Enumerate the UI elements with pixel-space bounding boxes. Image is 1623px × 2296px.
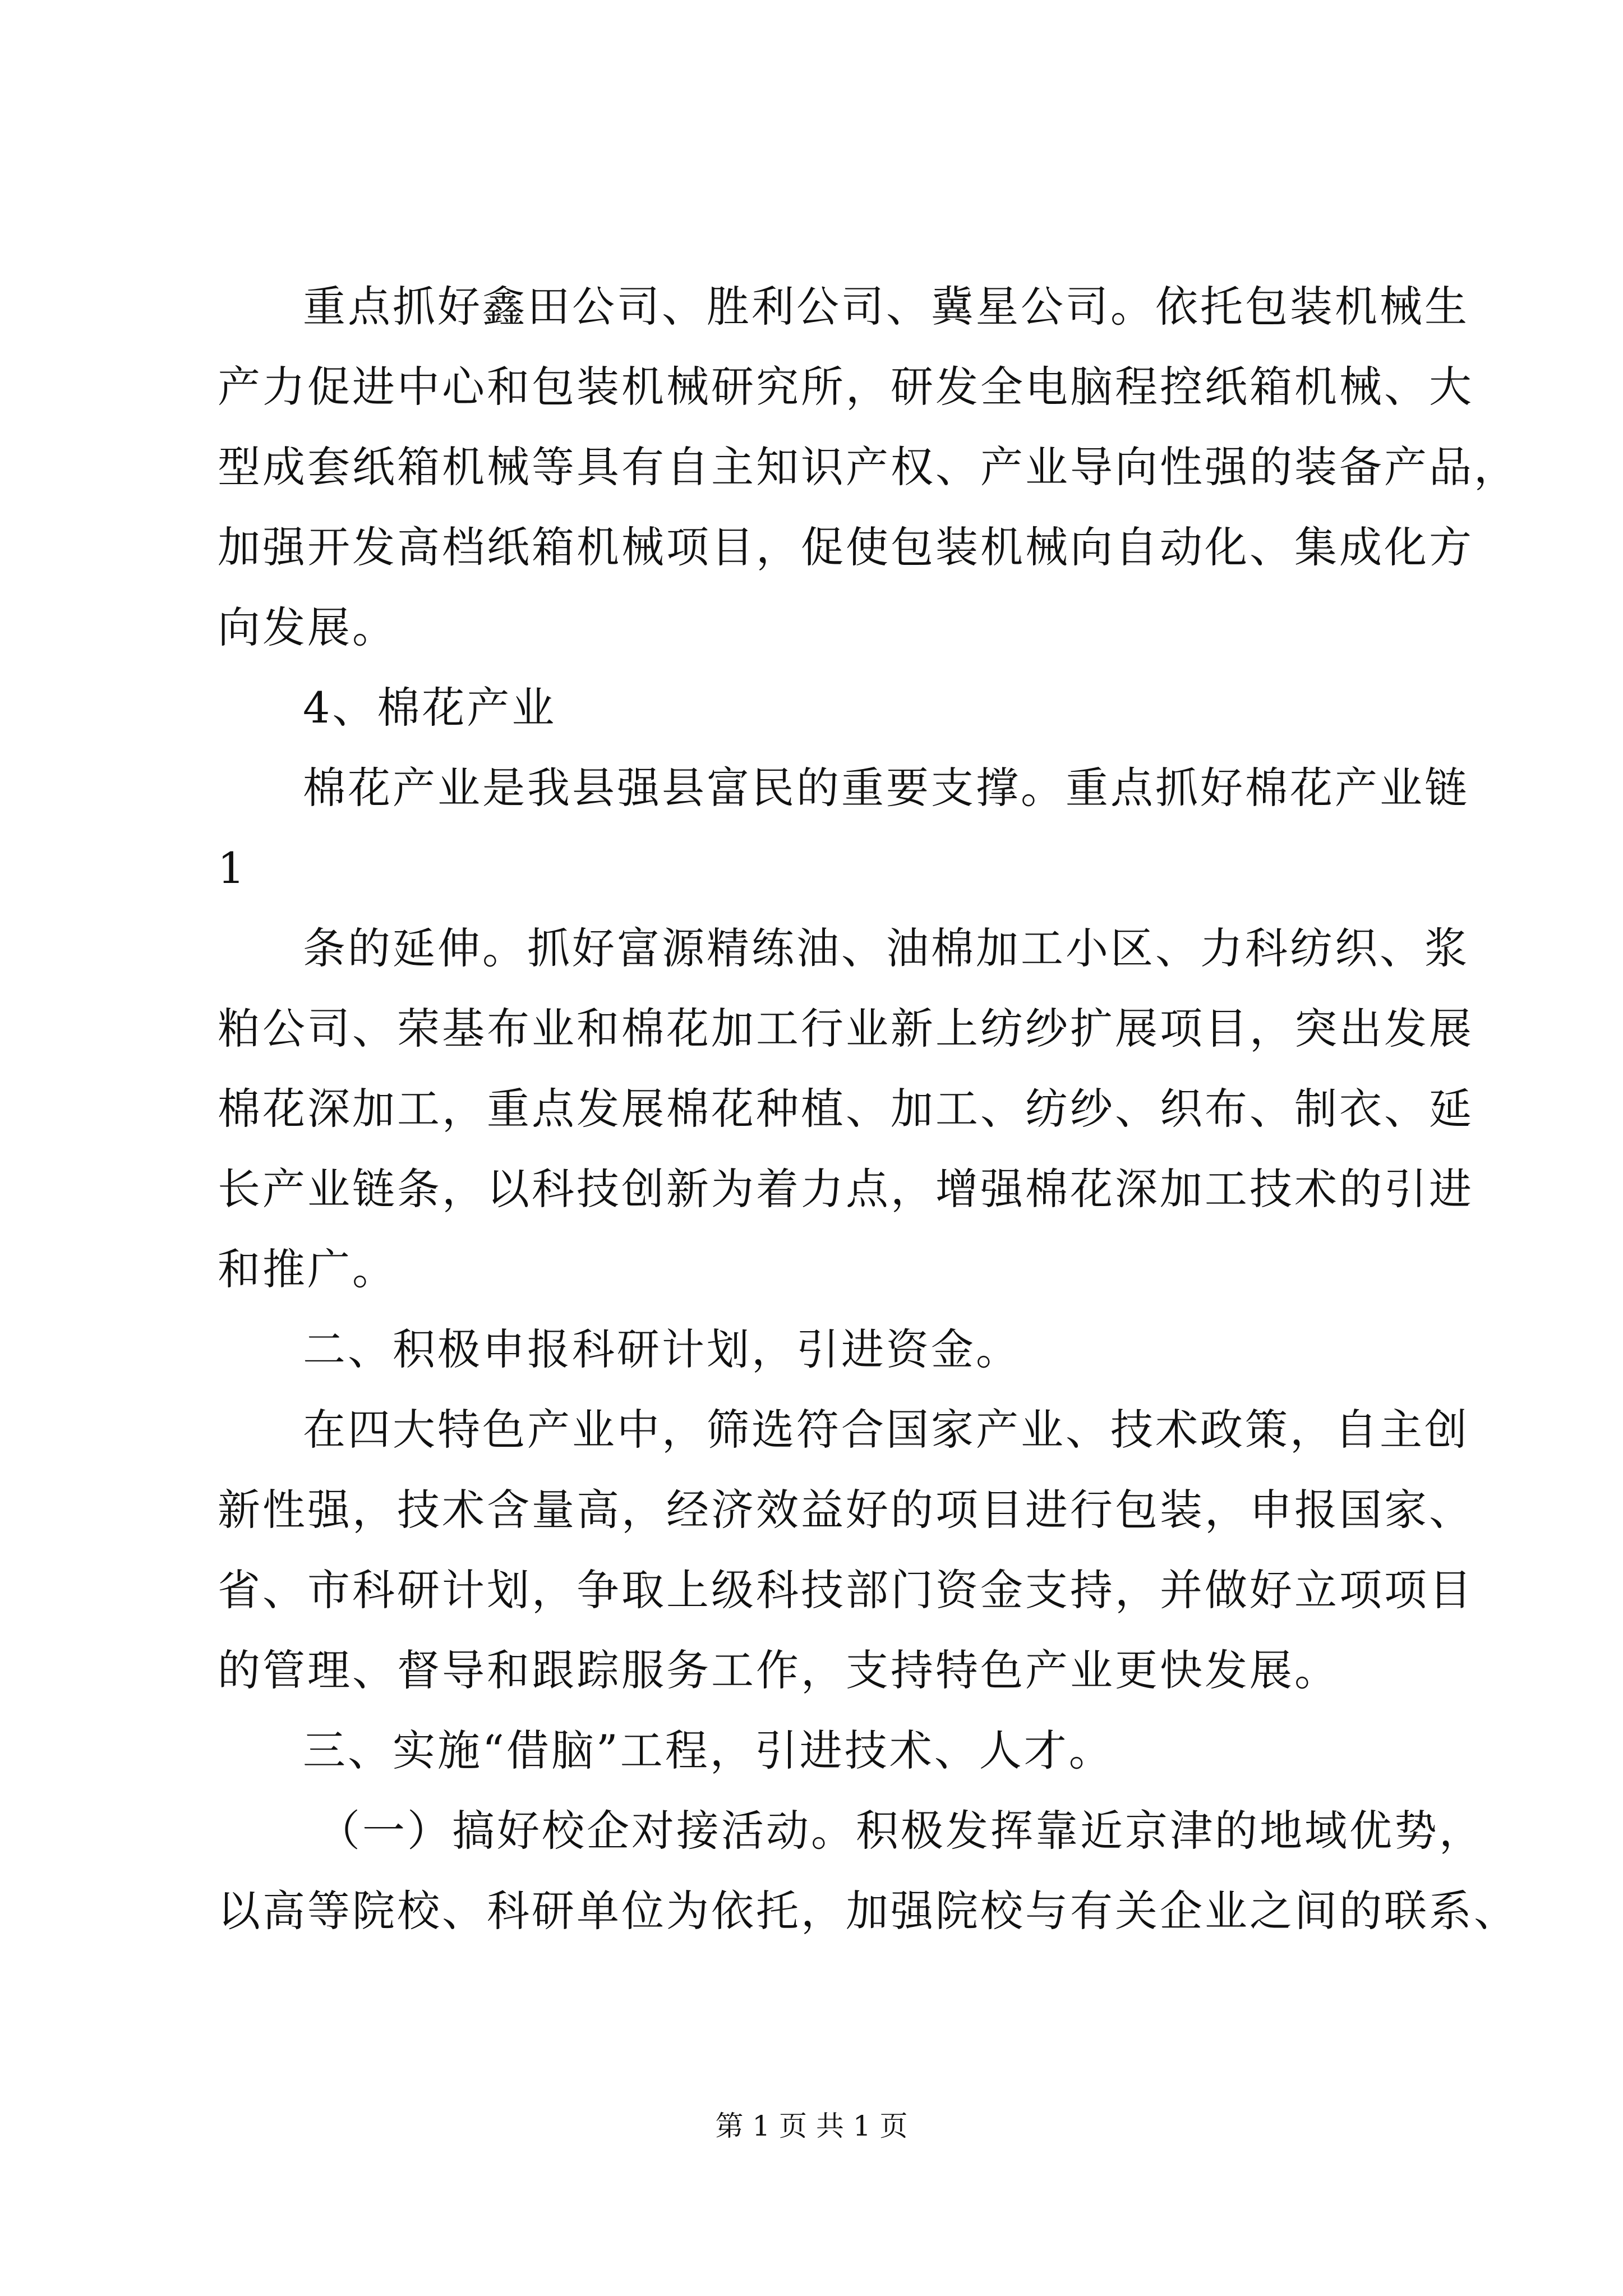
paragraph-line: 粕公司、荣基布业和棉花加工行业新上纺纱扩展项目，突出发展 [218, 1004, 1474, 1053]
paragraph-line: 棉花深加工，重点发展棉花种植、加工、纺纱、织布、制衣、延 [218, 1084, 1474, 1134]
section-heading: 二、积极申报科研计划，引进资金。 [303, 1324, 1021, 1374]
paragraph-line: 省、市科研计划，争取上级科技部门资金支持，并做好立项项目 [218, 1565, 1474, 1615]
paragraph-line: 加强开发高档纸箱机械项目，促使包装机械向自动化、集成化方 [218, 522, 1474, 572]
paragraph-line: 产力促进中心和包装机械研究所，研发全电脑程控纸箱机械、大 [218, 362, 1474, 412]
paragraph-line: 和推广。 [218, 1244, 397, 1294]
paragraph-line: 条的延伸。抓好富源精练油、油棉加工小区、力科纺织、浆 [303, 923, 1469, 973]
paragraph-line: 向发展。 [218, 602, 397, 652]
paragraph-line: 棉花产业是我县强县富民的重要支撑。重点抓好棉花产业链 [303, 763, 1469, 813]
paragraph-line: 型成套纸箱机械等具有自主知识产权、产业导向性强的装备产品， [218, 442, 1519, 492]
paragraph-line: 以高等院校、科研单位为依托，加强院校与有关企业之间的联系、 [218, 1886, 1519, 1936]
page-footer: 第 1 页 共 1 页 [715, 2110, 908, 2142]
section-heading: 三、实施“借脑”工程，引进技术、人才。 [303, 1726, 1114, 1775]
paragraph-line: 新性强，技术含量高，经济效益好的项目进行包装，申报国家、 [218, 1485, 1474, 1535]
paragraph-line: 的管理、督导和跟踪服务工作，支持特色产业更快发展。 [218, 1645, 1339, 1695]
page-number-marker: 1 [218, 843, 247, 893]
paragraph-line: 长产业链条，以科技创新为着力点，增强棉花深加工技术的引进 [218, 1164, 1474, 1214]
paragraph-line: 在四大特色产业中，筛选符合国家产业、技术政策，自主创 [303, 1405, 1469, 1455]
section-heading: 4、棉花产业 [303, 683, 557, 733]
paragraph-line: 重点抓好鑫田公司、胜利公司、冀星公司。依托包装机械生 [303, 282, 1469, 332]
body-text [218, 266, 1519, 1951]
paragraph-line: （一）搞好校企对接活动。积极发挥靠近京津的地域优势， [317, 1806, 1484, 1856]
